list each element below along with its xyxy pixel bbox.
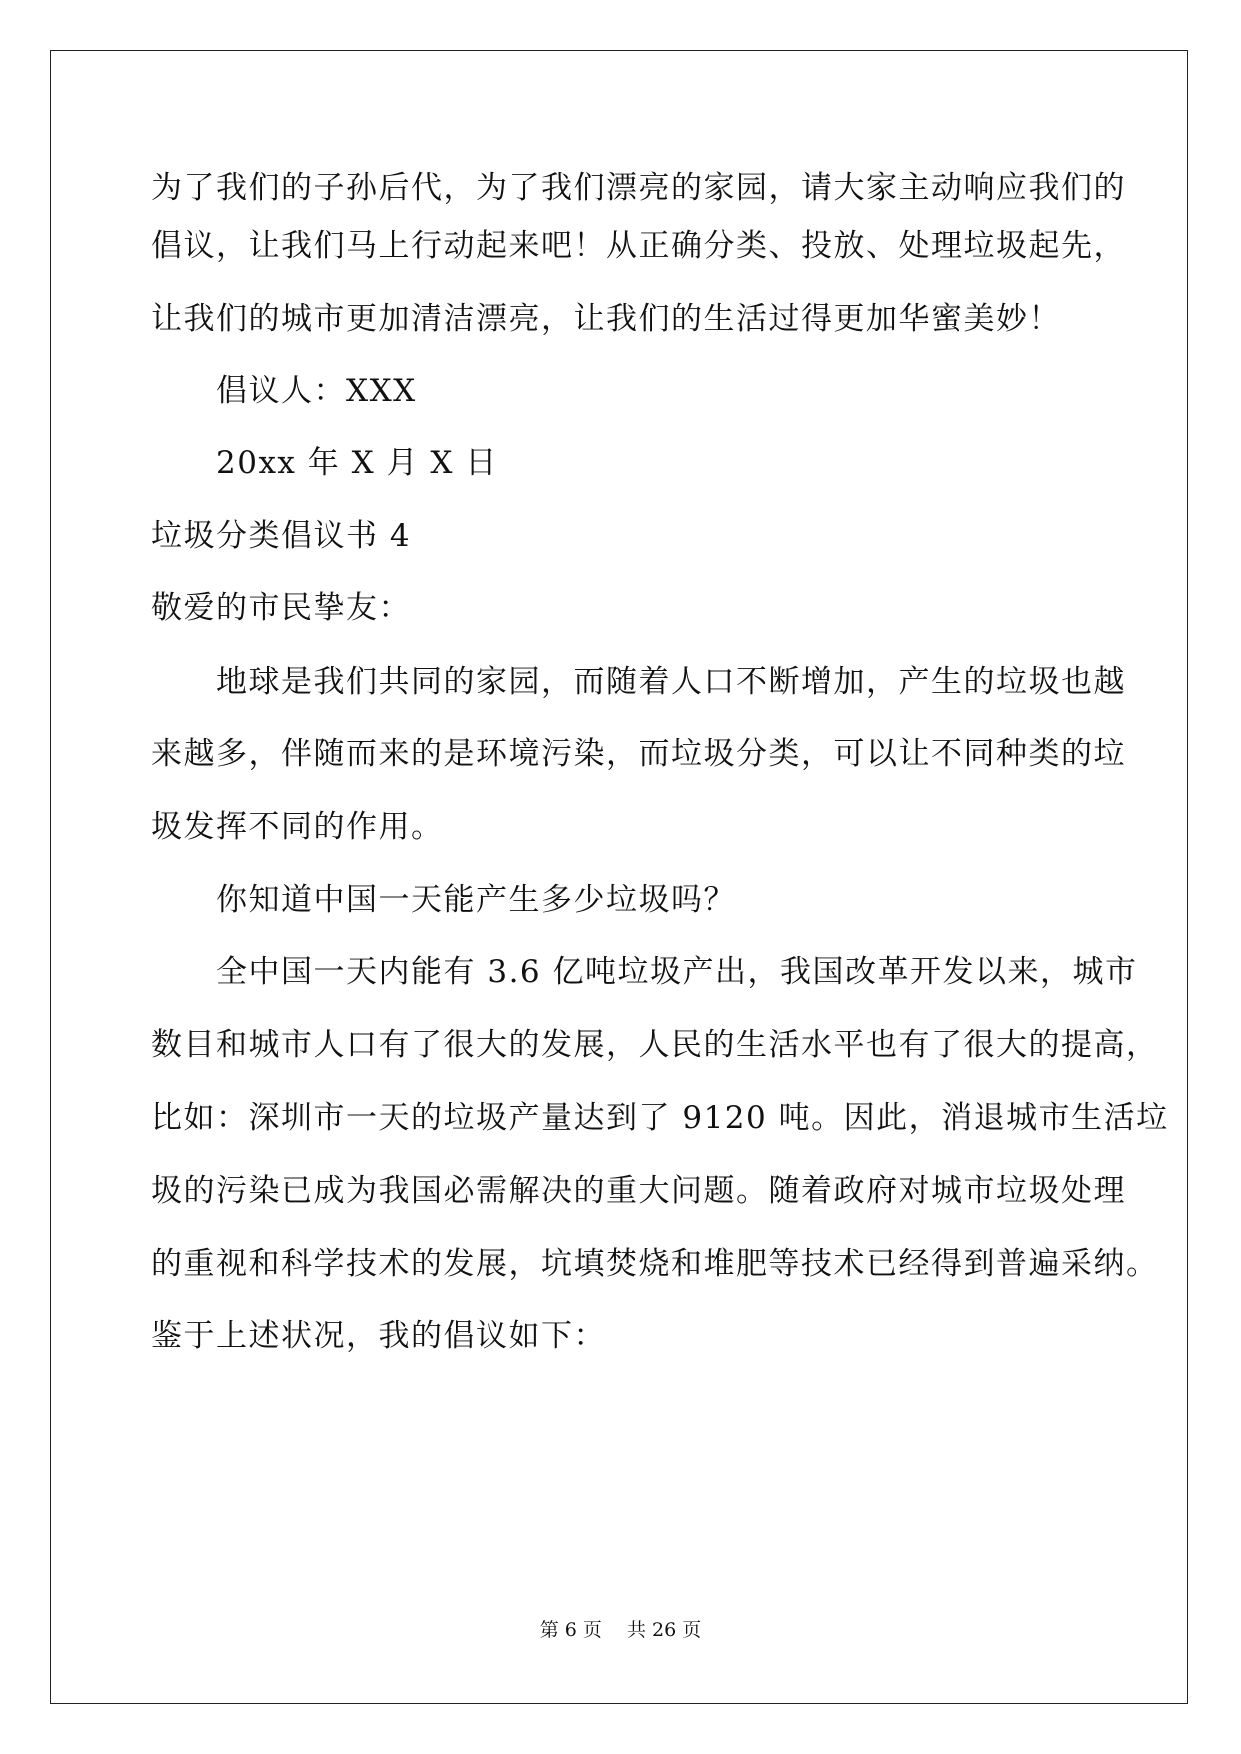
body-line: 数目和城市人口有了很大的发展，人民的生活水平也有了很大的提高， <box>151 1027 1159 1063</box>
page-number-footer: 第 6 页 共 26 页 <box>539 1619 702 1641</box>
body-line: 你知道中国一天能产生多少垃圾吗？ <box>151 882 736 918</box>
body-line: 来越多，伴随而来的是环境污染，而垃圾分类，可以让不同种类的垃 <box>151 736 1126 772</box>
body-line: 圾的污染已成为我国必需解决的重大问题。随着政府对城市垃圾处理 <box>151 1173 1126 1209</box>
section-heading: 垃圾分类倡议书 4 <box>151 518 412 554</box>
date-line: 20xx 年 X 月 X 日 <box>151 445 498 481</box>
body-line: 让我们的城市更加清洁漂亮，让我们的生活过得更加华蜜美妙！ <box>151 301 1061 337</box>
salutation-line: 敬爱的市民挚友： <box>151 590 411 626</box>
body-line: 鉴于上述状况，我的倡议如下： <box>151 1318 606 1354</box>
body-line: 比如：深圳市一天的垃圾产量达到了 9120 吨。因此，消退城市生活垃 <box>151 1100 1169 1136</box>
body-line: 为了我们的子孙后代，为了我们漂亮的家园，请大家主动响应我们的 <box>151 170 1126 206</box>
signatory-line: 倡议人：XXX <box>151 373 417 409</box>
body-line: 倡议，让我们马上行动起来吧！从正确分类、投放、处理垃圾起先， <box>151 228 1126 264</box>
body-line: 全中国一天内能有 3.6 亿吨垃圾产出，我国改革开发以来，城市 <box>151 954 1138 990</box>
body-line: 圾发挥不同的作用。 <box>151 809 444 845</box>
body-line: 地球是我们共同的家园，而随着人口不断增加，产生的垃圾也越 <box>151 664 1126 700</box>
body-line: 的重视和科学技术的发展，坑填焚烧和堆肥等技术已经得到普遍采纳。 <box>151 1246 1159 1282</box>
